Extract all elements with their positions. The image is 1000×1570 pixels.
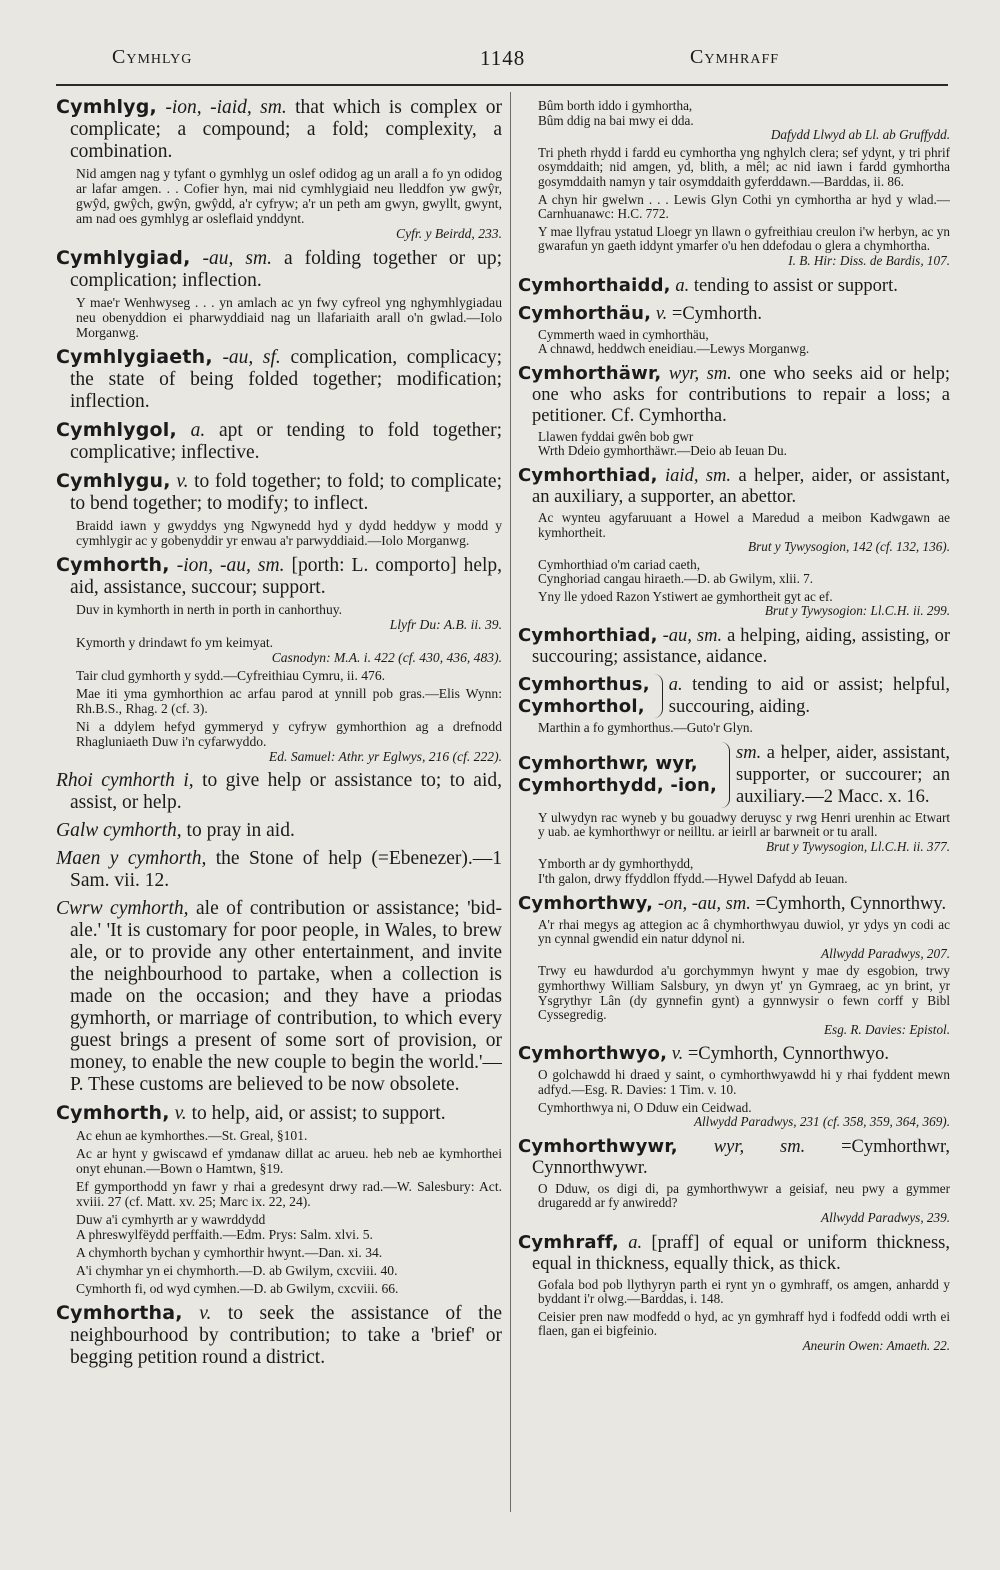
- definition: [56, 848, 502, 892]
- dictionary-entry: [518, 465, 950, 619]
- dictionary-entry: [518, 893, 950, 1038]
- citation: [56, 295, 502, 340]
- headword: Cymhlygiad,: [56, 247, 191, 269]
- citation-text: Mae iti yma gymhorthion ac arfau parod at ynnill pob gras.—Elis Wynn: Rh.B.S., Rhag. 2 (cf. 3).: [76, 686, 502, 716]
- definition-text: apt or tending to fold together; complicative; inflective.: [70, 420, 502, 463]
- dictionary-entry: [56, 1102, 502, 1296]
- headword: Cymhorth,: [56, 554, 170, 576]
- headword: Cymhorthäu,: [518, 302, 652, 324]
- citation-text: Duv in kymhorth in nerth in porth in canhorthuy.: [76, 602, 343, 617]
- left-column: [56, 96, 502, 1546]
- citation-source: Ed. Samuel: Athr. yr Eglwys, 216 (cf. 222).: [268, 749, 502, 764]
- dictionary-entry: [56, 247, 502, 340]
- headword: Cymhorthiad,: [518, 625, 658, 647]
- citation: [56, 719, 502, 764]
- definition-text: one who seeks aid or help; one who asks for contributions to repair a loss; a petitioner. Cf. Cymhortha.: [532, 363, 950, 426]
- headword: Cymhorthäwr,: [518, 362, 662, 384]
- citation: [518, 918, 950, 962]
- running-head-left: Cymhlyg: [112, 46, 193, 68]
- citation: [518, 1278, 950, 1307]
- dictionary-entry: [56, 770, 502, 814]
- grammar-label: sm.: [736, 742, 762, 763]
- citation-source: Brut y Tywysogion: Ll.C.H. ii. 299.: [764, 603, 950, 619]
- grammar-label: -au, sm.: [202, 248, 272, 269]
- citation-text: A chymhorth bychan y cymhorthir hwynt.—Dan. xi. 34.: [76, 1245, 383, 1260]
- headword: Cymhorthwr, wyr,: [518, 752, 698, 774]
- dictionary-entry: [518, 625, 950, 668]
- citation: [56, 1281, 502, 1296]
- definition: [56, 554, 502, 599]
- citation-text: Y mae llyfrau ystatud Lloegr yn llawn o gyfreithiau creulon i'w herbyn, ac yn gwarafun yn gaeth iddynt ymarfer o'u hen ddefodau o glera a chymhortha.: [538, 223, 950, 254]
- headword: Cymhlygol,: [56, 419, 177, 441]
- definition: [518, 1043, 950, 1065]
- dictionary-entry: [518, 674, 950, 736]
- definition-text: =Cymhorth, Cynnorthwyo.: [687, 1044, 889, 1065]
- definition: [518, 1136, 950, 1179]
- column-divider: [510, 92, 511, 1512]
- sub-phrase: Galw cymhorth,: [56, 820, 182, 841]
- dictionary-entry: [518, 742, 950, 887]
- citation: [56, 518, 502, 548]
- grammar-label: -au, sf.: [222, 347, 281, 368]
- definition-text: to seek the assistance of the neighbourhood by contribution; to take a 'brief' or begging petition round a district.: [70, 1303, 502, 1368]
- brace-mark: [721, 742, 730, 808]
- definition-text: [porth: L. comporto] help, aid, assistance, succour; support.: [70, 555, 502, 598]
- citation: [518, 511, 950, 555]
- dictionary-entry: [518, 99, 950, 269]
- grammar-label: -ion, -au, sm.: [176, 555, 285, 576]
- definition: [56, 1302, 502, 1369]
- dictionary-entry: [518, 1136, 950, 1226]
- citation: [56, 1263, 502, 1278]
- citation-source: Esg. R. Davies: Epistol.: [824, 1021, 950, 1037]
- citation-text: Cymhorth fi, od wyd cymhen.—D. ab Gwilym, cxcviii. 66.: [76, 1281, 399, 1296]
- dictionary-entry: [56, 419, 502, 464]
- header-rule: [56, 84, 948, 86]
- citation-text: Ymborth ar dy gymhorthydd, I'th galon, drwy ffyddlon ffydd.—Hywel Dafydd ab Ieuan.: [538, 856, 848, 887]
- definition: [56, 898, 502, 1096]
- citation-text: O golchawdd hi draed y saint, o cymhorthwyawdd hi y rhai fyddent mewn adfyd.—Esg. R. Davies: 1 Tim. v. 10.: [538, 1067, 950, 1097]
- citation-source: Casnodyn: M.A. i. 422 (cf. 430, 436, 483).: [271, 650, 502, 665]
- dictionary-entry: [56, 346, 502, 413]
- citation: [56, 668, 502, 683]
- sub-phrase: Rhoi cymhorth i,: [56, 770, 194, 791]
- citation: [56, 1245, 502, 1260]
- headword: Cymhorthydd, -ion,: [518, 774, 718, 796]
- citation-text: Cymhorthiad o'm cariad caeth, Cynghoriad cangau hiraeth.—D. ab Gwilym, xlii. 7.: [538, 556, 814, 587]
- grammar-label: a.: [628, 1232, 643, 1253]
- dictionary-entry: [56, 898, 502, 1096]
- grammar-label: a.: [668, 675, 683, 696]
- citation: [518, 857, 950, 886]
- citation-text: Y mae'r Wenhwyseg . . . yn amlach ac yn fwy cyfreol yng nghymhlygiadau neu obenyddion ei pharwyddiaid nag un llafariaith arall o'n gwlad.—Iolo Morganwg.: [76, 295, 502, 340]
- definition-text: =Cymhorth.: [671, 303, 762, 324]
- definition: [736, 742, 950, 808]
- headword: Cymhorthol,: [518, 696, 645, 718]
- headword: Cymhorthiad,: [518, 464, 658, 486]
- grammar-label: -ion, -iaid, sm.: [165, 97, 287, 118]
- headword: Cymhlyg,: [56, 96, 157, 118]
- definition-text: =Cymhorth, Cynnorthwy.: [755, 893, 947, 914]
- citation: [518, 811, 950, 855]
- dictionary-entry: [518, 275, 950, 297]
- grammar-label: iaid, sm.: [665, 465, 732, 486]
- citation-text: Kymorth y drindawt fo ym keimyat.: [76, 635, 274, 650]
- grammar-label: v.: [176, 471, 189, 492]
- headword: Cymhorthwywr,: [518, 1135, 678, 1157]
- citation: [518, 146, 950, 190]
- definition: [56, 247, 502, 292]
- headword: Cymhlygiaeth,: [56, 346, 213, 368]
- citation: [518, 590, 950, 619]
- citation-source: Dafydd Llwyd ab Ll. ab Gruffydd.: [770, 127, 950, 143]
- definition-text: a folding together or up; complication; inflection.: [70, 248, 502, 291]
- headword: Cymhorthus,: [518, 674, 650, 696]
- definition: [518, 893, 950, 915]
- citation-text: Cymmerth waed in cymhorthäu, A chnawd, heddwch eneidiau.—Lewys Morganwg.: [538, 326, 810, 357]
- right-column: [518, 96, 950, 1546]
- citation-text: Tair clud gymhorth y sydd.—Cyfreithiau Cymru, ii. 476.: [76, 668, 386, 683]
- citation-text: Yny lle ydoed Razon Ystiwert ae gymhortheit gyt ac ef.: [538, 588, 833, 604]
- definition-text: ale of contribution or assistance; 'bid-ale.' 'It is customary for poor people, in Wales, to brew ale, or to provide any other entertainment, and invite the neighbourhood to partake, when a collection is made on the occasion; and they have a priodas gymhorth, or marriage of contribution, to which every guest brings a present of some sort of provision, or money, to enable the new couple to begin the world.'—P. These customs are believed to be now obsolete.: [70, 898, 502, 1095]
- definition: [56, 820, 502, 842]
- dictionary-entry: [518, 1232, 950, 1354]
- headword: Cymhorth,: [56, 1102, 170, 1124]
- dictionary-entry: [56, 848, 502, 892]
- citation-text: O Dduw, os digi di, pa gymhorthwywr a geisiaf, neu pwy a gymmer drugaredd ar fy anwiredd?: [538, 1180, 950, 1211]
- entry-pair: [518, 742, 950, 808]
- grammar-label: v.: [174, 1103, 187, 1124]
- citation-text: Ac ehun ae kymhorthes.—St. Greal, §101.: [76, 1128, 308, 1143]
- citation-source: Allwydd Paradwys, 231 (cf. 358, 359, 364, 369).: [693, 1114, 950, 1130]
- grammar-label: -au, sm.: [662, 626, 723, 647]
- dictionary-entry: [56, 470, 502, 548]
- grammar-label: a.: [190, 420, 206, 441]
- definition: [518, 275, 950, 297]
- citation-source: Aneurin Owen: Amaeth. 22.: [802, 1337, 950, 1353]
- citation: [518, 1310, 950, 1354]
- headword: Cymhlygu,: [56, 470, 171, 492]
- definition-text: to fold together; to fold; to complicate; to bend together; to modify; to inflect.: [70, 471, 502, 514]
- citation: [518, 1068, 950, 1097]
- dictionary-entry: [56, 820, 502, 842]
- dictionary-entry: [56, 96, 502, 241]
- dictionary-entry: [56, 554, 502, 764]
- citation: [56, 686, 502, 716]
- grammar-label: wyr, sm.: [713, 1136, 806, 1157]
- citation-source: Brut y Tywysogion, Ll.C.H. ii. 377.: [765, 838, 950, 854]
- definition-text: to pray in aid.: [186, 820, 295, 841]
- running-head: [0, 46, 1000, 76]
- page-number: 1148: [480, 46, 526, 70]
- citation: [518, 1182, 950, 1226]
- citation-text: A'i chymhar yn ei chymhorth.—D. ab Gwilym, cxcviii. 40.: [76, 1263, 398, 1278]
- citation-text: Trwy eu hawdurdod a'u gorchymmyn hwynt y mae dy esgobion, trwy gymhorthwy William Salsbury, yn dwyn yt' yn Gymraeg, ac yn brint, yr Ysgrythyr Lân (dy gynnefin gynt) a gynnwysir o fewn corff y Bibl Cyssegredig.: [538, 963, 950, 1023]
- definition-text: to help, aid, or assist; to support.: [191, 1103, 446, 1124]
- citation: [56, 166, 502, 241]
- definition: [56, 96, 502, 163]
- citation-source: Llyfr Du: A.B. ii. 39.: [389, 617, 502, 632]
- dictionary-entry: [518, 303, 950, 357]
- definition: [518, 625, 950, 668]
- citation-text: Gofala bod pob llythyryn parth ei rynt yn o gymhraff, os amgen, anhardd y byddant i'r olwg.—Barddas, i. 148.: [538, 1276, 950, 1307]
- sub-phrase: Cwrw cymhorth,: [56, 898, 189, 919]
- definition-text: that which is complex or complicate; a compound; a fold; complexity, a combination.: [70, 97, 502, 162]
- definition: [669, 674, 950, 718]
- citation: [56, 1179, 502, 1209]
- citation-source: Brut y Tywysogion, 142 (cf. 132, 136).: [748, 539, 950, 555]
- grammar-label: v.: [671, 1044, 684, 1065]
- citation-text: A chyn hir gwelwn . . . Lewis Glyn Cothi yn cymhortha ar hyd y wlad.—Carnhuanawc: H.C. 772.: [538, 191, 950, 222]
- grammar-label: v.: [655, 303, 668, 324]
- definition-text: a helping, aiding, assisting, or succouring; assistance, aidance.: [532, 626, 950, 668]
- grammar-label: v.: [199, 1303, 212, 1324]
- headword: Cymhorthwy,: [518, 892, 654, 914]
- citation: [56, 635, 502, 665]
- running-head-right: Cymhraff: [690, 46, 780, 68]
- grammar-label: a.: [675, 275, 690, 296]
- citation: [518, 964, 950, 1037]
- citation: [56, 1212, 502, 1242]
- paired-headwords: [518, 742, 717, 808]
- headword: Cymhorthwyo,: [518, 1043, 668, 1065]
- citation-text: Tri pheth rhydd i fardd eu cymhortha yng nghylch clera; sef ydynt, y tri phrif osymddaith; nid amgen, yd, blith, a mêl; ac nid iawn i fardd gymhortha gosymddaith namyn y tair osymddaith gyferddawn.—Barddas, ii. 86.: [538, 144, 950, 189]
- citation-source: Allwydd Paradwys, 207.: [821, 945, 950, 961]
- citation: [518, 193, 950, 222]
- citation: [518, 721, 950, 736]
- citation: [518, 328, 950, 357]
- citation: [56, 1128, 502, 1143]
- citation-text: Ac wynteu agyfaruuant a Howel a Maredud a meibon Kadwgawn ae kymhortheit.: [538, 509, 950, 540]
- definition: [56, 770, 502, 814]
- citation-text: Nid amgen nag y tyfant o gymhlyg un oslef odidog ag un arall a fo yn odidog ar lafar amgen. . . Cofier hyn, mai nid cymhlygiaid neu lleddfon yw gwŷr, gwŷd, gwŷch, gwŷn, gwŷdd, a'r cyfryw; a'r un peth am gwyn, gwyllt, gwynt, am nad oes gymhlyg ar osleflaid ynddynt.: [76, 166, 502, 226]
- grammar-label: wyr, sm.: [668, 363, 732, 384]
- citation-text: Y ulwydyn rac wyneb y bu gouadwy deruysc y rwg Henri urenhin ac Etwart y uab. ae kymhorthwyr or neilltu. ar ieirll ar barwneit or tu arall.: [538, 809, 950, 840]
- citation: [56, 1146, 502, 1176]
- definition-text: =Cymhorthwr, Cynnorthwywr.: [532, 1136, 950, 1178]
- citation-text: Llawen fyddai gwên bob gwr Wrth Ddeio gymhorthäwr.—Deio ab Ieuan Du.: [538, 428, 787, 459]
- citation-text: Marthin a fo gymhorthus.—Guto'r Glyn.: [538, 720, 753, 736]
- definition: [518, 363, 950, 427]
- definition-text: tending to assist or support.: [693, 275, 898, 296]
- headword: Cymhraff,: [518, 1231, 619, 1253]
- grammar-label: -on, -au, sm.: [657, 893, 751, 914]
- citation-text: Bûm borth iddo i gymhortha, Bûm ddig na bai mwy ei dda.: [538, 98, 694, 128]
- definition-text: the Stone of help (=Ebenezer).—1 Sam. vii. 12.: [70, 848, 502, 891]
- citation-text: Duw a'i cymhyrth ar y wawrddydd A phreswylfëydd perffaith.—Edm. Prys: Salm. xlvi. 5.: [76, 1212, 373, 1242]
- dictionary-entry: [518, 363, 950, 459]
- definition: [56, 1102, 502, 1125]
- paired-headwords: [518, 674, 650, 718]
- citation: [518, 558, 950, 587]
- citation-text: Ceisier pren naw modfedd o hyd, ac yn gymhraff hyd i fodfedd oddi wrth ei flaen, gan ei bigfeinio.: [538, 1308, 950, 1339]
- entry-pair: [518, 674, 950, 718]
- definition: [56, 470, 502, 515]
- dictionary-entry: [56, 1302, 502, 1369]
- citation-text: A'r rhai megys ag attegion ac â chymhorthwyau duwiol, yr ydys yn codi ac yn cynnal gwendid ein natur ddynol ni.: [538, 916, 950, 947]
- definition-text: [praff] of equal or uniform thickness, equal in thickness, equally thick, as thick.: [532, 1232, 950, 1274]
- definition: [518, 303, 950, 325]
- sub-phrase: Maen y cymhorth,: [56, 848, 207, 869]
- citation-text: Braidd iawn y gwyddys yng Ngwynedd hyd y dydd heddyw y modd y cymhlygir ac y gobenyddir yr enwau a'r parwyddiaid.—Iolo Morganwg.: [76, 518, 502, 548]
- citation: [518, 225, 950, 269]
- headword: Cymhortha,: [56, 1302, 183, 1324]
- definition: [518, 1232, 950, 1275]
- definition-text: to give help or assistance to; to aid, assist, or help.: [70, 770, 502, 813]
- definition: [518, 465, 950, 508]
- definition-text: complication, complicacy; the state of being folded together; modification; inflection.: [70, 347, 502, 412]
- citation-text: Ef gymporthodd yn fawr y rhai a gredesynt drwy rad.—W. Salesbury: Act. xviii. 27 (cf. Matt. xv. 25; Marc ix. 22, 24).: [76, 1179, 502, 1209]
- citation: [518, 99, 950, 143]
- citation: [518, 430, 950, 459]
- dictionary-entry: [518, 1043, 950, 1129]
- citation: [56, 602, 502, 632]
- citation-source: Cyfr. y Beirdd, 233.: [396, 226, 502, 241]
- citation-source: Allwydd Paradwys, 239.: [821, 1209, 950, 1225]
- definition-text: a helper, aider, or assistant, an auxiliary, a supporter, an abettor.: [532, 465, 950, 507]
- citation: [518, 1101, 950, 1130]
- definition-text: tending to aid or assist; helpful, succouring, aiding.: [668, 675, 950, 718]
- brace-mark: [654, 674, 663, 718]
- citation-text: Ac ar hynt y gwiscawd ef ymdanaw dillat ac arueu. heb neb ae kymhorthei onyt ehunan.—Bown o Hamtwn, §19.: [76, 1146, 502, 1176]
- definition: [56, 346, 502, 413]
- headword: Cymhorthaidd,: [518, 274, 671, 296]
- definition-text: a helper, aider, assistant, supporter, or succourer; an auxiliary.—2 Macc. x. 16.: [736, 742, 950, 807]
- citation-text: Ni a ddylem hefyd gymmeryd y cyfryw gymhorthion ag a drefnodd Rhagluniaeth Duw i'n cyfarwyddo.: [76, 719, 502, 749]
- citation-text: Cymhorthwya ni, O Dduw ein Ceidwad.: [538, 1099, 752, 1115]
- citation-source: I. B. Hir: Diss. de Bardis, 107.: [788, 252, 950, 268]
- definition: [56, 419, 502, 464]
